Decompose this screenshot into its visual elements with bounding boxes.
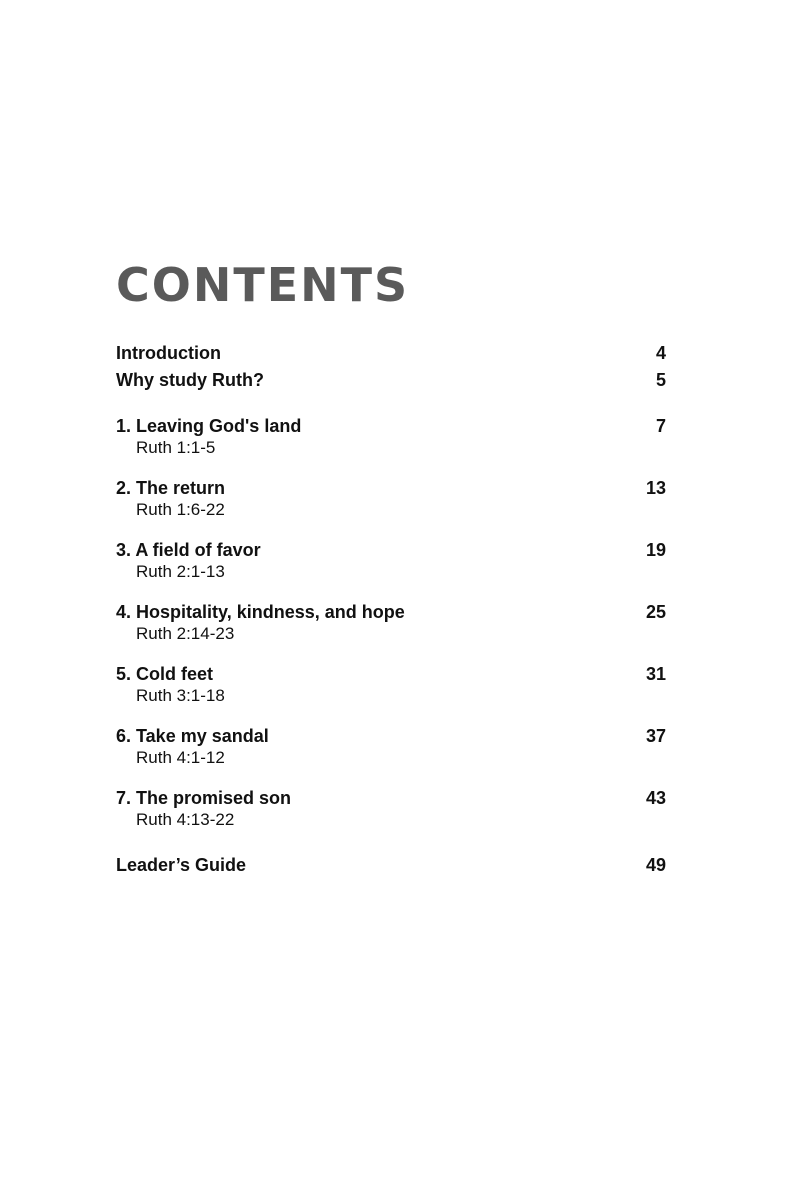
- toc-chapter-7[interactable]: [116, 787, 666, 831]
- toc-entry-label: Leader’s Guide: [116, 855, 247, 875]
- toc-chapter-3[interactable]: [116, 539, 666, 583]
- toc-entry-page: 25: [645, 602, 666, 622]
- toc-entry-why-study-ruth[interactable]: [116, 369, 666, 391]
- toc-chapter-reference: Ruth 4:13-22: [136, 810, 235, 829]
- toc-chapter-title: 7. The promised son: [116, 788, 292, 808]
- toc-chapter-title: 4. Hospitality, kindness, and hope: [116, 602, 405, 622]
- table-of-contents: [116, 342, 666, 876]
- toc-chapter-reference: Ruth 2:1-13: [136, 562, 225, 581]
- page-title: CONTENTS: [116, 258, 410, 312]
- toc-entry-page: 19: [645, 540, 666, 560]
- toc-entry-label: Introduction: [116, 343, 221, 363]
- toc-chapter-reference: Ruth 4:1-12: [136, 748, 225, 767]
- toc-entry-page: 4: [655, 343, 666, 363]
- toc-entry-introduction[interactable]: [116, 342, 666, 364]
- toc-chapter-reference: Ruth 2:14-23: [136, 624, 235, 643]
- toc-entry-page: 49: [645, 855, 666, 875]
- toc-chapter-reference: Ruth 1:6-22: [136, 500, 225, 519]
- toc-chapter-reference: Ruth 3:1-18: [136, 686, 225, 705]
- toc-entry-leaders-guide[interactable]: [116, 854, 666, 876]
- toc-entry-page: 37: [645, 726, 666, 746]
- toc-chapter-2[interactable]: [116, 477, 666, 521]
- toc-chapter-title: 6. Take my sandal: [116, 726, 269, 746]
- toc-chapter-4[interactable]: [116, 601, 666, 645]
- toc-entry-page: 7: [655, 416, 666, 436]
- toc-entry-page: 43: [645, 788, 666, 808]
- toc-entry-label: Why study Ruth?: [116, 370, 264, 390]
- toc-chapter-1[interactable]: [116, 415, 666, 459]
- toc-chapter-6[interactable]: [116, 725, 666, 769]
- toc-entry-page: 31: [645, 664, 666, 684]
- toc-entry-page: 13: [645, 478, 666, 498]
- toc-chapter-title: 1. Leaving God's land: [116, 416, 302, 436]
- toc-chapter-reference: Ruth 1:1-5: [136, 438, 216, 457]
- toc-chapter-title: 2. The return: [116, 478, 226, 498]
- toc-entry-page: 5: [655, 370, 666, 390]
- toc-chapter-title: 5. Cold feet: [116, 664, 214, 684]
- toc-chapter-5[interactable]: [116, 663, 666, 707]
- toc-chapter-title: 3. A field of favor: [116, 540, 261, 560]
